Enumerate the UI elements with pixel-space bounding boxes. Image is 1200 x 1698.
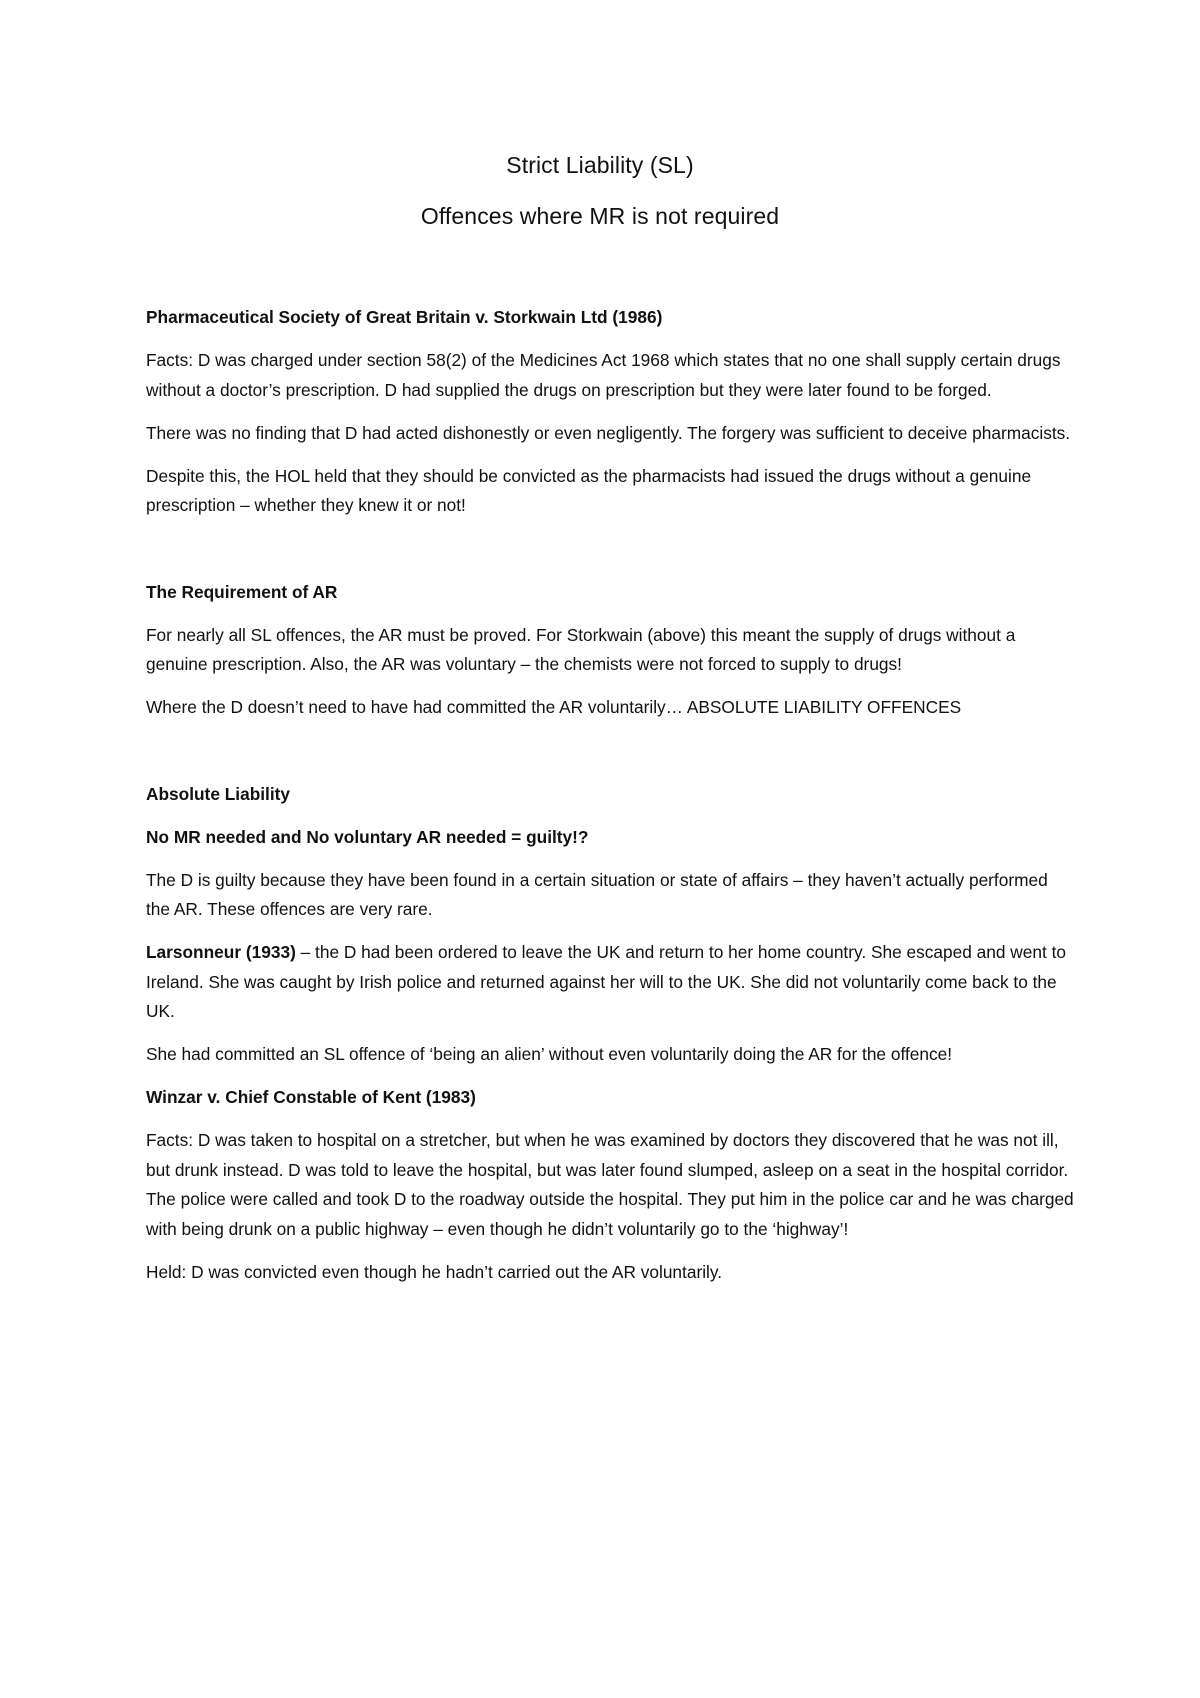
case-name-larsonneur: Larsonneur (1933): [146, 942, 296, 962]
document-body: [146, 303, 1076, 1301]
paragraph: There was no finding that D had acted dishonestly or even negligently. The forgery was sufficient to deceive pharmacists.: [146, 422, 1071, 443]
paragraph: The D is guilty because they have been found in a certain situation or state of affairs – they haven’t actually performed the AR. These offences are very rare.: [146, 869, 1048, 919]
section-heading-absolute-liability: Absolute Liability: [146, 783, 291, 804]
paragraph: For nearly all SL offences, the AR must be proved. For Storkwain (above) this meant the supply of drugs without a genuine prescription. Also, the AR was voluntary – the chemists were not forced to supply to drugs!: [146, 624, 1016, 674]
paragraph: Held: D was convicted even though he hadn’t carried out the AR voluntarily.: [146, 1261, 723, 1282]
paragraph: Despite this, the HOL held that they should be convicted as the pharmacists had issued the drugs without a genuine prescription – whether they knew it or not!: [146, 465, 1032, 515]
page-subtitle: Offences where MR is not required: [420, 203, 780, 229]
section-subheading: No MR needed and No voluntary AR needed = guilty!?: [146, 826, 589, 847]
case-heading-storkwain: Pharmaceutical Society of Great Britain v. Storkwain Ltd (1986): [146, 307, 663, 327]
section-heading-requirement-of-ar: The Requirement of AR: [146, 581, 338, 602]
paragraph: Where the D doesn’t need to have had committed the AR voluntarily… ABSOLUTE LIABILITY OFFENCES: [146, 697, 962, 717]
paragraph: Facts: D was taken to hospital on a stretcher, but when he was examined by doctors they discovered that he was not ill, but drunk instead. D was told to leave the hospital, but was later found slumped, asleep on a seat in the hospital corridor. The police were called and took D to the roadway outside the hospital. They put him in the police car and he was charged with being drunk on a public highway – even though he didn’t voluntarily go to the ‘highway’!: [146, 1130, 1074, 1239]
page-title: Strict Liability (SL): [506, 152, 694, 178]
case-text: – the D had been ordered to leave the UK and return to her home country. She escaped and went to Ireland. She was caught by Irish police and returned against her will to the UK. She did not voluntarily come back to the UK.: [146, 942, 1066, 1021]
case-heading-winzar: Winzar v. Chief Constable of Kent (1983): [146, 1087, 476, 1107]
paragraph: Facts: D was charged under section 58(2) of the Medicines Act 1968 which states that no one shall supply certain drugs without a doctor’s prescription. D had supplied the drugs on prescription but they were later found to be forged.: [146, 350, 1061, 400]
paragraph: She had committed an SL offence of ‘being an alien’ without even voluntarily doing the AR for the offence!: [146, 1044, 953, 1064]
paragraph-larsonneur: [146, 938, 1076, 1027]
